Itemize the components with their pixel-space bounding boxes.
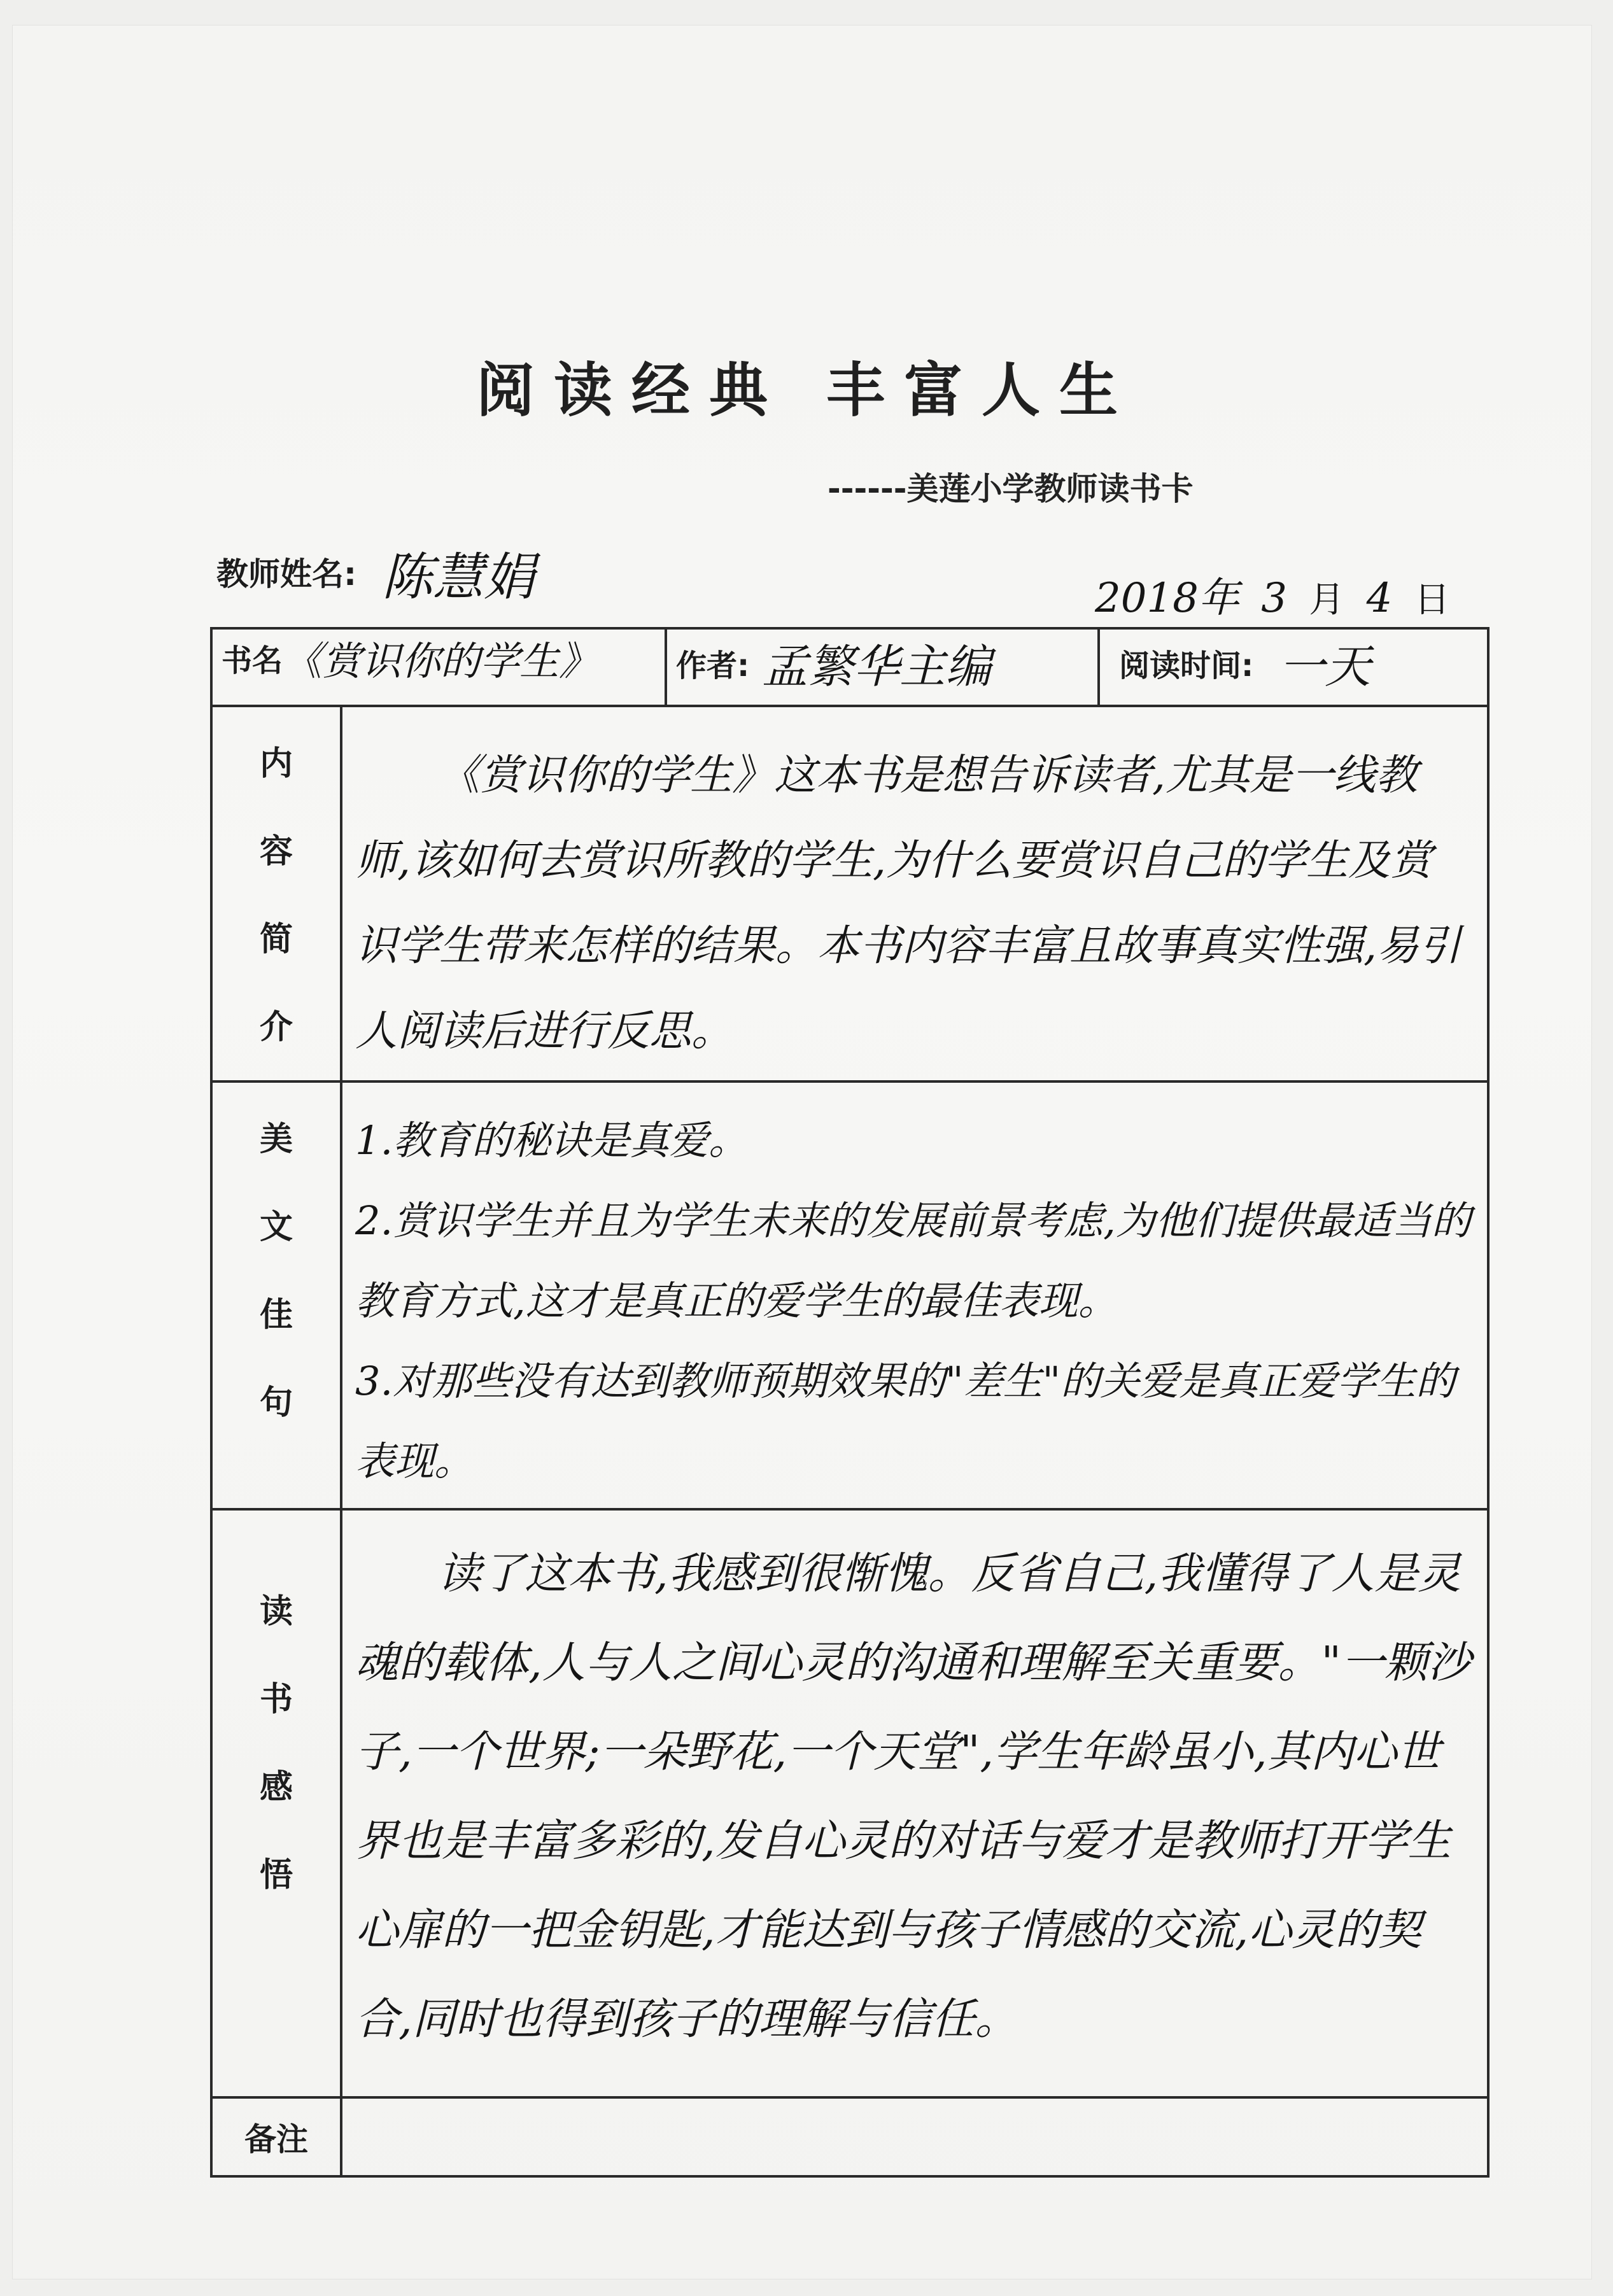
reading-time-label: 阅读时间: [1119, 647, 1254, 684]
quotes-content-cell [341, 1081, 1488, 1509]
reading-card-table [210, 627, 1490, 2178]
notes-label: 备注 [244, 2121, 308, 2158]
date-month-unit: 月 [1309, 579, 1345, 621]
quote-item-2: 2.赏识学生并且为学生未来的发展前景考虑,为他们提供最适当的教育方式,这才是真正的爱学生的最佳表现。 [355, 1197, 1471, 1324]
author-value: 孟繁华主编 [762, 640, 992, 693]
book-name-cell [211, 628, 666, 706]
notes-label-cell [211, 2097, 341, 2176]
author-label: 作者: [676, 647, 750, 684]
reflection-label: 读书感悟 [259, 1593, 293, 1894]
quote-item-3: 3.对那些没有达到教师预期效果的"差生"的关爱是真正爱学生的表现。 [355, 1358, 1456, 1484]
reading-time-value: 一天 [1279, 640, 1371, 693]
book-info-row [211, 628, 1488, 706]
date [1095, 565, 1459, 624]
summary-content-cell [341, 706, 1488, 1081]
quotes-list [342, 1083, 1487, 1508]
notes-content-cell [341, 2097, 1488, 2176]
notes-row [211, 2097, 1488, 2176]
date-day: 4 [1366, 575, 1393, 622]
teacher-name-label: 教师姓名: [216, 556, 356, 593]
date-year: 2018年 [1095, 575, 1239, 622]
summary-label-cell [211, 706, 341, 1081]
author-cell [666, 628, 1099, 706]
quotes-label-cell [211, 1081, 341, 1509]
reflection-text: 读了这本书,我感到很惭愧。反省自己,我懂得了人是灵魂的载体,人与人之间心灵的沟通和理解至关重要。"一颗沙子,一个世界;一朵野花,一个天堂",学生年龄虽小,其内心世界也是丰富多彩的,发自心灵的对话与爱才是教师打开学生心扉的一把金钥匙,才能达到与孩子情感的交流,心灵的契合,同时也得到孩子的理解与信任。 [355, 1549, 1471, 2045]
reflection-row [211, 1509, 1488, 2097]
page-subtitle: ------美莲小学教师读书卡 [828, 470, 1194, 507]
quote-item-1: 1.教育的秘诀是真爱。 [355, 1117, 749, 1164]
quotes-label: 美文佳句 [259, 1120, 293, 1422]
quotes-row [211, 1081, 1488, 1509]
teacher-name-value: 陈慧娟 [382, 547, 535, 607]
summary-row [211, 706, 1488, 1081]
page-title: 阅读经典 丰富人生 [475, 356, 1138, 425]
reflection-content-cell [341, 1509, 1488, 2097]
summary-text: 《赏识你的学生》这本书是想告诉读者,尤其是一线教师,该如何去赏识所教的学生,为什么要赏识自己的学生及赏识学生带来怎样的结果。本书内容丰富且故事真实性强,易引人阅读后进行反思。 [355, 750, 1461, 1055]
date-day-unit: 日 [1414, 579, 1450, 621]
book-name-value: 《赏识你的学生》 [283, 638, 599, 684]
date-month: 3 [1261, 575, 1287, 622]
reflection-label-cell [211, 1509, 341, 2097]
reading-time-cell [1099, 628, 1488, 706]
book-name-label: 书名 [222, 643, 283, 679]
summary-label: 内容简介 [259, 745, 293, 1046]
